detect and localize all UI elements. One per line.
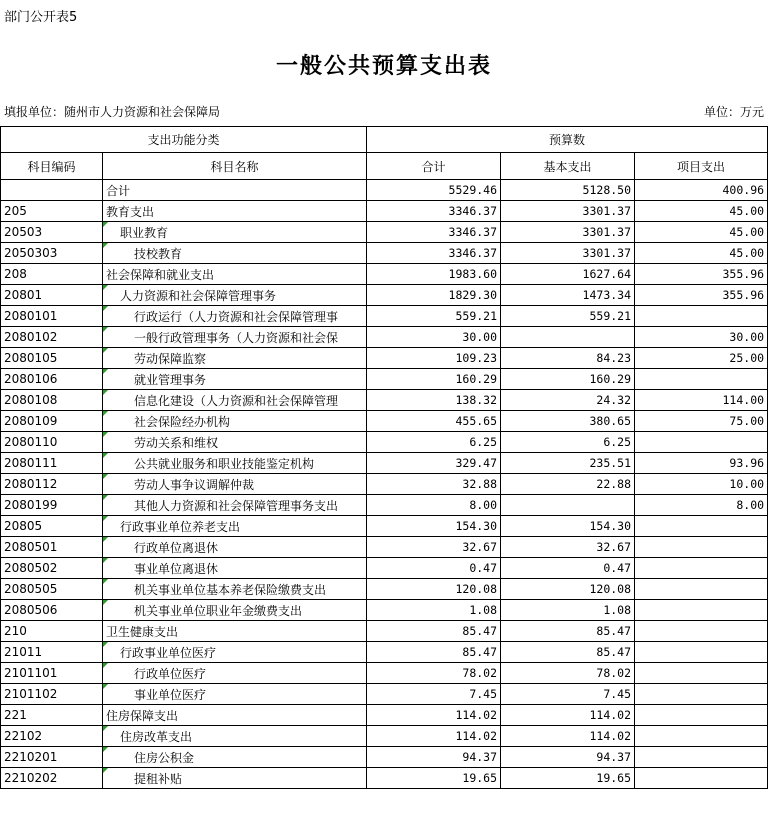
cell-name xyxy=(103,537,367,558)
cell-basic: 85.47 xyxy=(501,642,635,663)
cell-total: 3346.37 xyxy=(367,201,501,222)
cell-name-text: 提租补贴 xyxy=(134,771,183,786)
cell-name xyxy=(103,306,367,327)
cell-code: 2101101 xyxy=(1,663,103,684)
cell-name-text: 行政单位医疗 xyxy=(134,666,207,681)
cell-name-text: 社会保险经办机构 xyxy=(134,414,231,429)
cell-comment-marker-icon xyxy=(103,768,108,773)
cell-comment-marker-icon xyxy=(103,411,108,416)
cell-project xyxy=(635,306,768,327)
cell-project: 75.00 xyxy=(635,411,768,432)
cell-name xyxy=(103,684,367,705)
cell-basic: 1473.34 xyxy=(501,285,635,306)
table-row xyxy=(1,432,768,453)
cell-name-text: 劳动人事争议调解仲裁 xyxy=(134,477,255,492)
cell-comment-marker-icon xyxy=(103,726,108,731)
cell-basic: 24.32 xyxy=(501,390,635,411)
table-column-header xyxy=(1,153,768,180)
table-row xyxy=(1,390,768,411)
cell-name xyxy=(103,726,367,747)
cell-project: 45.00 xyxy=(635,222,768,243)
cell-project xyxy=(635,726,768,747)
col-header-code: 科目编码 xyxy=(1,153,103,180)
cell-project: 10.00 xyxy=(635,474,768,495)
unit-line xyxy=(4,103,764,120)
cell-code: 2080110 xyxy=(1,432,103,453)
cell-basic: 3301.37 xyxy=(501,243,635,264)
table-row xyxy=(1,264,768,285)
cell-total: 160.29 xyxy=(367,369,501,390)
cell-name-text: 卫生健康支出 xyxy=(106,624,179,639)
cell-code: 208 xyxy=(1,264,103,285)
cell-comment-marker-icon xyxy=(103,684,108,689)
cell-project: 355.96 xyxy=(635,264,768,285)
cell-name-text: 机关事业单位职业年金缴费支出 xyxy=(134,603,303,618)
cell-total: 85.47 xyxy=(367,642,501,663)
cell-total: 3346.37 xyxy=(367,222,501,243)
budget-table xyxy=(0,126,768,789)
cell-basic: 94.37 xyxy=(501,747,635,768)
cell-code: 2080109 xyxy=(1,411,103,432)
cell-total: 94.37 xyxy=(367,747,501,768)
table-row xyxy=(1,369,768,390)
cell-name-text: 住房改革支出 xyxy=(120,729,193,744)
cell-comment-marker-icon xyxy=(103,516,108,521)
cell-code: 2080501 xyxy=(1,537,103,558)
cell-total: 3346.37 xyxy=(367,243,501,264)
cell-name-text: 住房公积金 xyxy=(134,750,195,765)
col-header-name: 科目名称 xyxy=(103,153,367,180)
cell-name xyxy=(103,264,367,285)
cell-project xyxy=(635,705,768,726)
cell-code: 2080105 xyxy=(1,348,103,369)
table-row xyxy=(1,705,768,726)
cell-code: 2080112 xyxy=(1,474,103,495)
table-row xyxy=(1,726,768,747)
cell-name xyxy=(103,243,367,264)
cell-name xyxy=(103,768,367,789)
cell-code: 2210202 xyxy=(1,768,103,789)
cell-name xyxy=(103,579,367,600)
cell-project: 25.00 xyxy=(635,348,768,369)
reporting-unit: 填报单位：随州市人力资源和社会保障局 xyxy=(4,105,221,119)
cell-code: 22102 xyxy=(1,726,103,747)
cell-name xyxy=(103,390,367,411)
table-row xyxy=(1,180,768,201)
table-row xyxy=(1,516,768,537)
cell-total: 120.08 xyxy=(367,579,501,600)
cell-name xyxy=(103,474,367,495)
table-row xyxy=(1,768,768,789)
table-row xyxy=(1,747,768,768)
cell-name-text: 公共就业服务和职业技能鉴定机构 xyxy=(134,456,315,471)
cell-project xyxy=(635,432,768,453)
cell-name-text: 劳动关系和维权 xyxy=(134,435,219,450)
cell-comment-marker-icon xyxy=(103,747,108,752)
cell-name-text: 技校教育 xyxy=(134,246,183,261)
cell-code: 2101102 xyxy=(1,684,103,705)
cell-basic: 160.29 xyxy=(501,369,635,390)
cell-total: 32.67 xyxy=(367,537,501,558)
cell-project xyxy=(635,558,768,579)
cell-basic: 78.02 xyxy=(501,663,635,684)
col-header-project: 项目支出 xyxy=(635,153,768,180)
cell-name-text: 就业管理事务 xyxy=(134,372,207,387)
table-row xyxy=(1,558,768,579)
cell-total: 154.30 xyxy=(367,516,501,537)
cell-comment-marker-icon xyxy=(103,642,108,647)
cell-code: 20805 xyxy=(1,516,103,537)
cell-total: 19.65 xyxy=(367,768,501,789)
table-row xyxy=(1,243,768,264)
cell-project: 93.96 xyxy=(635,453,768,474)
cell-basic xyxy=(501,327,635,348)
table-row xyxy=(1,495,768,516)
cell-code: 2080505 xyxy=(1,579,103,600)
cell-name xyxy=(103,642,367,663)
cell-name-text: 行政事业单位养老支出 xyxy=(120,519,241,534)
cell-project xyxy=(635,600,768,621)
cell-name xyxy=(103,180,367,201)
cell-total: 32.88 xyxy=(367,474,501,495)
cell-total: 559.21 xyxy=(367,306,501,327)
cell-project xyxy=(635,642,768,663)
cell-basic: 19.65 xyxy=(501,768,635,789)
cell-name-text: 事业单位医疗 xyxy=(134,687,207,702)
col-header-total: 合计 xyxy=(367,153,501,180)
cell-basic: 85.47 xyxy=(501,621,635,642)
cell-comment-marker-icon xyxy=(103,537,108,542)
currency-unit: 单位：万元 xyxy=(703,105,764,119)
cell-name xyxy=(103,222,367,243)
table-row xyxy=(1,411,768,432)
cell-comment-marker-icon xyxy=(103,432,108,437)
cell-name-text: 一般行政管理事务（人力资源和社会保 xyxy=(134,330,339,345)
cell-comment-marker-icon xyxy=(103,285,108,290)
cell-project xyxy=(635,516,768,537)
cell-basic: 3301.37 xyxy=(501,201,635,222)
cell-total: 78.02 xyxy=(367,663,501,684)
cell-name-text: 劳动保障监察 xyxy=(134,351,207,366)
cell-total: 6.25 xyxy=(367,432,501,453)
col-header-basic: 基本支出 xyxy=(501,153,635,180)
cell-name-text: 教育支出 xyxy=(106,204,155,219)
doc-label: 部门公开表5 xyxy=(4,10,78,25)
cell-total: 85.47 xyxy=(367,621,501,642)
cell-basic: 120.08 xyxy=(501,579,635,600)
cell-basic: 1.08 xyxy=(501,600,635,621)
cell-name xyxy=(103,558,367,579)
cell-comment-marker-icon xyxy=(103,600,108,605)
cell-code: 2080101 xyxy=(1,306,103,327)
table-row xyxy=(1,684,768,705)
cell-name xyxy=(103,201,367,222)
table-row xyxy=(1,642,768,663)
cell-basic: 235.51 xyxy=(501,453,635,474)
table-row xyxy=(1,474,768,495)
cell-project xyxy=(635,663,768,684)
cell-basic: 6.25 xyxy=(501,432,635,453)
cell-name-text: 行政事业单位医疗 xyxy=(120,645,217,660)
cell-code xyxy=(1,180,103,201)
cell-total: 1829.30 xyxy=(367,285,501,306)
cell-basic: 380.65 xyxy=(501,411,635,432)
cell-total: 138.32 xyxy=(367,390,501,411)
table-body xyxy=(1,180,768,789)
cell-basic: 154.30 xyxy=(501,516,635,537)
cell-code: 210 xyxy=(1,621,103,642)
cell-code: 20503 xyxy=(1,222,103,243)
cell-code: 2080111 xyxy=(1,453,103,474)
cell-comment-marker-icon xyxy=(103,222,108,227)
cell-total: 329.47 xyxy=(367,453,501,474)
cell-project xyxy=(635,579,768,600)
table-row xyxy=(1,600,768,621)
cell-comment-marker-icon xyxy=(103,663,108,668)
cell-code: 20801 xyxy=(1,285,103,306)
cell-name xyxy=(103,600,367,621)
cell-name xyxy=(103,516,367,537)
cell-name-text: 人力资源和社会保障管理事务 xyxy=(120,288,277,303)
cell-name xyxy=(103,453,367,474)
cell-project: 114.00 xyxy=(635,390,768,411)
cell-project: 30.00 xyxy=(635,327,768,348)
cell-total: 30.00 xyxy=(367,327,501,348)
cell-basic: 22.88 xyxy=(501,474,635,495)
cell-name xyxy=(103,411,367,432)
table-row xyxy=(1,201,768,222)
cell-total: 8.00 xyxy=(367,495,501,516)
table-row xyxy=(1,537,768,558)
group-header-budget: 预算数 xyxy=(367,127,768,153)
cell-project xyxy=(635,621,768,642)
cell-total: 7.45 xyxy=(367,684,501,705)
cell-comment-marker-icon xyxy=(103,348,108,353)
cell-comment-marker-icon xyxy=(103,243,108,248)
cell-comment-marker-icon xyxy=(103,327,108,332)
cell-project: 8.00 xyxy=(635,495,768,516)
cell-basic: 0.47 xyxy=(501,558,635,579)
table-row xyxy=(1,348,768,369)
table-row xyxy=(1,306,768,327)
cell-basic: 3301.37 xyxy=(501,222,635,243)
cell-basic: 84.23 xyxy=(501,348,635,369)
cell-comment-marker-icon xyxy=(103,579,108,584)
cell-name xyxy=(103,348,367,369)
cell-project xyxy=(635,684,768,705)
cell-total: 1983.60 xyxy=(367,264,501,285)
table-row xyxy=(1,285,768,306)
cell-name-text: 合计 xyxy=(106,183,131,198)
cell-name xyxy=(103,705,367,726)
cell-code: 2050303 xyxy=(1,243,103,264)
cell-comment-marker-icon xyxy=(103,453,108,458)
cell-total: 114.02 xyxy=(367,705,501,726)
cell-name-text: 行政单位离退休 xyxy=(134,540,219,555)
cell-project xyxy=(635,369,768,390)
cell-project xyxy=(635,768,768,789)
cell-basic: 1627.64 xyxy=(501,264,635,285)
cell-basic: 7.45 xyxy=(501,684,635,705)
cell-code: 2080102 xyxy=(1,327,103,348)
page-title: 一般公共预算支出表 xyxy=(275,53,492,79)
cell-comment-marker-icon xyxy=(103,474,108,479)
cell-code: 2080506 xyxy=(1,600,103,621)
cell-name-text: 职业教育 xyxy=(120,225,169,240)
cell-name-text: 社会保障和就业支出 xyxy=(106,267,215,282)
cell-name-text: 事业单位离退休 xyxy=(134,561,219,576)
cell-name xyxy=(103,369,367,390)
cell-code: 2210201 xyxy=(1,747,103,768)
group-header-function: 支出功能分类 xyxy=(1,127,367,153)
table-row xyxy=(1,621,768,642)
cell-code: 21011 xyxy=(1,642,103,663)
cell-name xyxy=(103,663,367,684)
cell-total: 1.08 xyxy=(367,600,501,621)
cell-code: 2080108 xyxy=(1,390,103,411)
cell-project: 45.00 xyxy=(635,243,768,264)
cell-total: 455.65 xyxy=(367,411,501,432)
cell-project: 45.00 xyxy=(635,201,768,222)
cell-code: 2080502 xyxy=(1,558,103,579)
table-group-header xyxy=(1,127,768,153)
cell-name-text: 信息化建设（人力资源和社会保障管理 xyxy=(134,393,339,408)
cell-name xyxy=(103,621,367,642)
table-row xyxy=(1,663,768,684)
table-row xyxy=(1,222,768,243)
cell-total: 114.02 xyxy=(367,726,501,747)
cell-name xyxy=(103,495,367,516)
cell-name-text: 行政运行（人力资源和社会保障管理事 xyxy=(134,309,339,324)
cell-code: 205 xyxy=(1,201,103,222)
cell-basic: 559.21 xyxy=(501,306,635,327)
cell-code: 221 xyxy=(1,705,103,726)
cell-name xyxy=(103,285,367,306)
cell-code: 2080106 xyxy=(1,369,103,390)
cell-basic: 114.02 xyxy=(501,726,635,747)
cell-basic: 5128.50 xyxy=(501,180,635,201)
cell-total: 0.47 xyxy=(367,558,501,579)
cell-name xyxy=(103,747,367,768)
cell-name xyxy=(103,327,367,348)
cell-project xyxy=(635,747,768,768)
cell-comment-marker-icon xyxy=(103,390,108,395)
cell-project xyxy=(635,537,768,558)
cell-name-text: 住房保障支出 xyxy=(106,708,179,723)
cell-total: 5529.46 xyxy=(367,180,501,201)
cell-comment-marker-icon xyxy=(103,495,108,500)
cell-project: 355.96 xyxy=(635,285,768,306)
cell-basic: 32.67 xyxy=(501,537,635,558)
cell-total: 109.23 xyxy=(367,348,501,369)
cell-comment-marker-icon xyxy=(103,558,108,563)
table-row xyxy=(1,453,768,474)
cell-name-text: 机关事业单位基本养老保险缴费支出 xyxy=(134,582,327,597)
table-row xyxy=(1,579,768,600)
cell-project: 400.96 xyxy=(635,180,768,201)
cell-code: 2080199 xyxy=(1,495,103,516)
cell-name xyxy=(103,432,367,453)
cell-comment-marker-icon xyxy=(103,306,108,311)
table-row xyxy=(1,327,768,348)
cell-basic: 114.02 xyxy=(501,705,635,726)
cell-comment-marker-icon xyxy=(103,369,108,374)
cell-name-text: 其他人力资源和社会保障管理事务支出 xyxy=(134,498,339,513)
cell-basic xyxy=(501,495,635,516)
